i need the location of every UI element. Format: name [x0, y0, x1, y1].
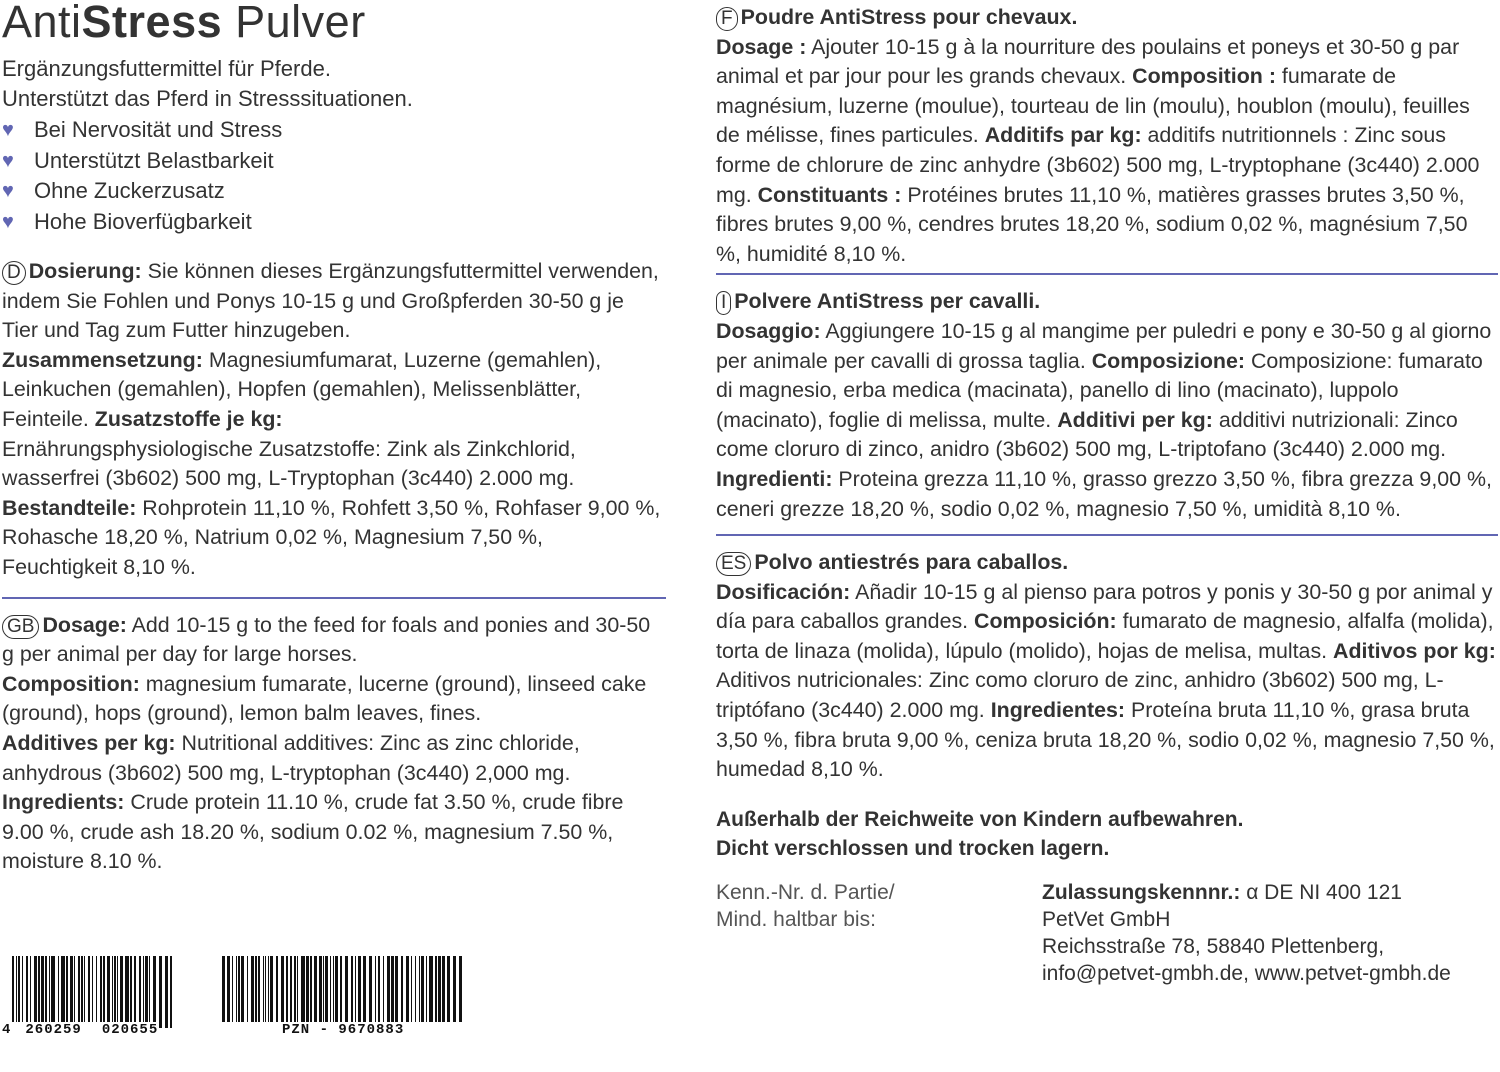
- right-column: [716, 0, 1496, 989]
- barcode-bar: [333, 956, 334, 1022]
- barcode-bar: [319, 956, 322, 1022]
- company-address: Reichsstraße 78, 58840 Plettenberg,: [1042, 934, 1385, 958]
- barcode-bar: [442, 956, 445, 1022]
- barcode-bar: [340, 956, 342, 1022]
- subtitle-2: Unterstützt das Pferd in Stresssituationen.: [2, 85, 413, 111]
- barcode-bar: [145, 956, 148, 1028]
- barcode-bar: [49, 956, 50, 1028]
- storage-warnings: [716, 805, 1496, 863]
- barcode-bar: [429, 956, 433, 1022]
- barcode-bar: [290, 956, 292, 1022]
- barcode-bar: [314, 956, 317, 1022]
- ean-barcode-bars: [12, 956, 192, 1028]
- barcode-bar: [406, 956, 409, 1022]
- barcode-bar: [369, 956, 372, 1022]
- barcode-bar: [241, 956, 244, 1022]
- barcode-bar: [310, 956, 312, 1022]
- product-title: [2, 0, 664, 46]
- barcode-bar: [22, 956, 23, 1028]
- french-section: F Poudre AntiStress pour chevaux. Dosage : Ajouter 10-15 g à la nourriture des poulains et poneys et 30-50 g par animal et par jour pour les grands chevaux. Composition : fumarate de magnésium, luzerne (moulue), tourteau de lin (moulu), houblon (moulu), feuilles de mélisse, fines particules. Additifs par kg: additifs nutritionnels : Zinc sous forme de chlorure de zinc anhydre (3b602) 500 mg, L-tryptophane (3c440) 2.000 mg. Constituants : Protéines brutes 11,10 %, matières grasses brutes 3,50 %, fibres brutes 9,00 %, cendres brutes 18,20 %, sodium 0,02 %, magnésium 7,50 %, humidité 8,10 %.: [716, 5, 1480, 266]
- barcode-bar: [238, 956, 240, 1022]
- language-code-de: D: [2, 261, 26, 285]
- heart-icon: ♥: [2, 119, 14, 141]
- barcode-bar: [447, 956, 450, 1022]
- barcode-bar: [61, 956, 65, 1028]
- barcode-bar: [401, 956, 403, 1022]
- barcode-bar: [30, 956, 31, 1028]
- barcode-bar: [149, 956, 150, 1028]
- section-divider: [2, 597, 666, 599]
- feature-item: ♥ Hohe Bioverfügbarkeit: [2, 207, 664, 238]
- barcode-bar: [66, 956, 68, 1028]
- barcode-bar: [165, 956, 168, 1028]
- batch-info: Kenn.-Nr. d. Partie/ Mind. haltbar bis:: [716, 880, 895, 931]
- german-section: D Dosierung: Sie können dieses Ergänzungsfuttermittel verwenden, indem Sie Fohlen und Ponys 10-15 g und Großpferden 30-50 g je Tier und Tag zum Futter hinzugeben. Zusammensetzung: Magnesiumfumarat, Luzerne (gemahlen), Leinkuchen (gemahlen), Hopfen (gemahlen), Melissenblätter, Feinteile. Zusatzstoffe je kg: Ernährungsphysiologische Zusatzstoffe: Zink als Zinkchlorid, wasserfrei (3b602) 500 mg, L-Tryptophan (3c440) 2.000 mg. Bestandteile: Rohprotein 11,10 %, Rohfett 3,50 %, Rohfaser 9,00 %, Rohasche 18,20 %, Natrium 0,02 %, Magnesium 7,50 %, Feuchtigkeit 8,10 %.: [2, 259, 661, 579]
- barcode-bar: [134, 956, 136, 1028]
- barcode-bar: [335, 956, 338, 1022]
- barcode-bar: [415, 956, 416, 1022]
- barcode-bar: [88, 956, 90, 1028]
- barcode-bar: [143, 956, 144, 1028]
- barcode-bar: [78, 956, 80, 1028]
- barcode-bar: [281, 956, 284, 1022]
- barcode-bar: [139, 956, 141, 1028]
- pzn-number: PZN - 9670883: [282, 1022, 405, 1038]
- barcode-bar: [100, 956, 102, 1028]
- footer: [716, 879, 1496, 989]
- feature-item: ♥ Unterstützt Belastbarkeit: [2, 146, 664, 177]
- barcode-bar: [112, 956, 113, 1028]
- feature-item: ♥ Ohne Zuckerzusatz: [2, 176, 664, 207]
- barcode-bar: [387, 956, 390, 1022]
- barcode-bar: [107, 956, 110, 1028]
- barcode-bar: [363, 956, 366, 1022]
- barcode-bar: [51, 956, 55, 1028]
- barcode-bar: [45, 956, 47, 1028]
- barcode-bar: [170, 956, 172, 1028]
- spanish-section: ES Polvo antiestrés para caballos. Dosificación: Añadir 10-15 g al pienso para potros y ponis y 30-50 g por animal y día para caballos grandes. Composición: fumarato de magnesio, alfalfa (molida), torta de linaza (molida), lúpulo (molido), hojas de melisa, multas. Aditivos por kg: Aditivos nutricionales: Zinc como cloruro de zinc, anhidro (3b602) 500 mg, L-triptófano (3c440) 2.000 mg. Ingredientes: Proteína bruta 11,10 %, grasa bruta 3,50 %, fibra bruta 9,00 %, ceniza bruta 18,20 %, sodio 0,02 %, magnesio 7,50 %, humedad 8,10 %.: [716, 550, 1496, 782]
- barcode-bar: [159, 956, 162, 1028]
- barcode-bar: [16, 956, 17, 1028]
- italian-section: I Polvere AntiStress per cavalli. Dosaggio: Aggiungere 10-15 g al mangime per puledri e pony e 30-50 g al giorno per animale per cavalli di grossa taglia. Composizione: Composizione: fumarato di magnesio, erba medica (macinata), panello di lino (macinato), luppolo (macinato), foglie di melissa, multe. Additivi per kg: additivi nutrizionali: Zinco come cloruro di zinco, anidro (3b602) 500 mg, L-triptofano (3c440) 2.000 mg. Ingredienti: Proteina grezza 11,10 %, grasso grezzo 3,50 %, fibra grezza 9,00 %, ceneri grezze 18,20 %, sodio 0,02 %, magnesio 7,50 %, umidità 8,10 %.: [716, 289, 1492, 521]
- barcode-bar: [270, 956, 273, 1022]
- feature-list: [2, 115, 664, 237]
- barcode-bar: [114, 956, 116, 1028]
- manufacturer-info: [1042, 879, 1500, 987]
- heart-icon: ♥: [2, 210, 14, 233]
- barcode-bar: [92, 956, 93, 1028]
- barcode-bar: [12, 956, 14, 1028]
- barcode-bar: [358, 956, 361, 1022]
- pzn-barcode-bars: [222, 956, 464, 1022]
- barcode-bar: [286, 956, 288, 1022]
- barcode-bar: [247, 956, 248, 1022]
- company-contact: info@petvet-gmbh.de, www.petvet-gmbh.de: [1042, 961, 1451, 985]
- barcode-bar: [378, 956, 380, 1022]
- barcode-bar: [419, 956, 420, 1022]
- barcode-bar: [345, 956, 348, 1022]
- warning-line-1: Außerhalb der Reichweite von Kindern aufbewahren.: [716, 807, 1244, 831]
- barcode-bar: [294, 956, 296, 1022]
- barcode-bar: [222, 956, 225, 1022]
- barcode-bar: [34, 956, 37, 1028]
- barcode-bar: [395, 956, 398, 1022]
- barcode-bar: [41, 956, 44, 1028]
- barcode-bar: [38, 956, 40, 1028]
- barcode-bar: [383, 956, 384, 1022]
- barcode-bar: [453, 956, 456, 1022]
- barcode-bar: [421, 956, 424, 1022]
- barcode-bar: [130, 956, 132, 1028]
- barcode-bar: [103, 956, 105, 1028]
- approval-label: Zulassungskennnr.:: [1042, 880, 1241, 904]
- language-code-gb: GB: [2, 615, 39, 639]
- section-divider: [716, 534, 1498, 536]
- barcode-bar: [438, 956, 441, 1022]
- section-divider: [716, 273, 1498, 275]
- subtitle-1: Ergänzungsfuttermittel für Pferde.: [2, 56, 331, 81]
- barcode-bar: [268, 956, 269, 1022]
- barcode-bar: [70, 956, 73, 1028]
- barcode-bar: [355, 956, 356, 1022]
- barcode-bar: [84, 956, 85, 1028]
- heart-icon: ♥: [2, 149, 14, 172]
- barcode-bar: [74, 956, 75, 1028]
- barcode-bar: [153, 956, 156, 1028]
- english-section: GB Dosage: Add 10-15 g to the feed for foals and ponies and 30-50 g per animal per day for large horses. Composition: magnesium fumarate, lucerne (ground), linseed cake (ground), hops (ground), lemon balm leaves, fines. Additives per kg: Nutritional additives: Zinc as zinc chloride, anhydrous (3b602) 500 mg, L-tryptophan (3c440) 2,000 mg. Ingredients: Crude protein 11.10 %, crude fat 3.50 %, crude fibre 9.00 %, crude ash 18.20 %, sodium 0.02 %, magnesium 7.50 %, moisture 8.10 %.: [2, 612, 651, 874]
- ean-digits: 4 260259 020655: [2, 1022, 159, 1038]
- barcode-bar: [258, 956, 260, 1022]
- barcode-bar: [351, 956, 353, 1022]
- barcode-bar: [120, 956, 123, 1028]
- barcode-bar: [435, 956, 437, 1022]
- barcode-bar: [26, 956, 28, 1028]
- barcode-bar: [297, 956, 298, 1022]
- feature-item: ♥ Bei Nervosität und Stress: [2, 115, 664, 146]
- barcode-bar: [265, 956, 266, 1022]
- barcode-bar: [323, 956, 324, 1022]
- barcode-bar: [330, 956, 331, 1022]
- barcode-bar: [375, 956, 376, 1022]
- barcode-bar: [391, 956, 394, 1022]
- title-prefix: Anti: [2, 0, 82, 47]
- warning-line-2: Dicht verschlossen und trocken lagern.: [716, 836, 1110, 860]
- barcode-bar: [81, 956, 83, 1028]
- barcode-bar: [459, 956, 462, 1022]
- approval-number: α DE NI 400 121: [1240, 880, 1402, 904]
- barcode-bar: [301, 956, 305, 1022]
- barcode-bar: [18, 956, 20, 1028]
- barcode-bar: [227, 956, 230, 1022]
- barcode-bar: [306, 956, 309, 1022]
- barcode-bar: [232, 956, 233, 1022]
- heart-icon: ♥: [2, 180, 14, 202]
- language-code-es: ES: [716, 552, 751, 576]
- language-code-fr: F: [716, 7, 738, 31]
- barcode-bar: [255, 956, 257, 1022]
- barcode-bar: [426, 956, 427, 1022]
- barcode-bar: [236, 956, 237, 1022]
- barcode-bar: [251, 956, 254, 1022]
- title-suffix: Pulver: [222, 0, 366, 47]
- barcode-bar: [276, 956, 278, 1022]
- barcode-bar: [325, 956, 328, 1022]
- barcode-bar: [96, 956, 97, 1028]
- ean-barcode: [2, 956, 182, 1042]
- left-column: [2, 0, 664, 877]
- pzn-barcode: [222, 956, 466, 1042]
- language-code-it: I: [716, 291, 731, 315]
- company-name: PetVet GmbH: [1042, 907, 1171, 931]
- barcode-bar: [263, 956, 264, 1022]
- barcode-bar: [411, 956, 412, 1022]
- barcode-bar: [58, 956, 59, 1028]
- barcode-bar: [117, 956, 118, 1028]
- title-bold: Stress: [81, 0, 223, 47]
- barcode-bar: [125, 956, 129, 1028]
